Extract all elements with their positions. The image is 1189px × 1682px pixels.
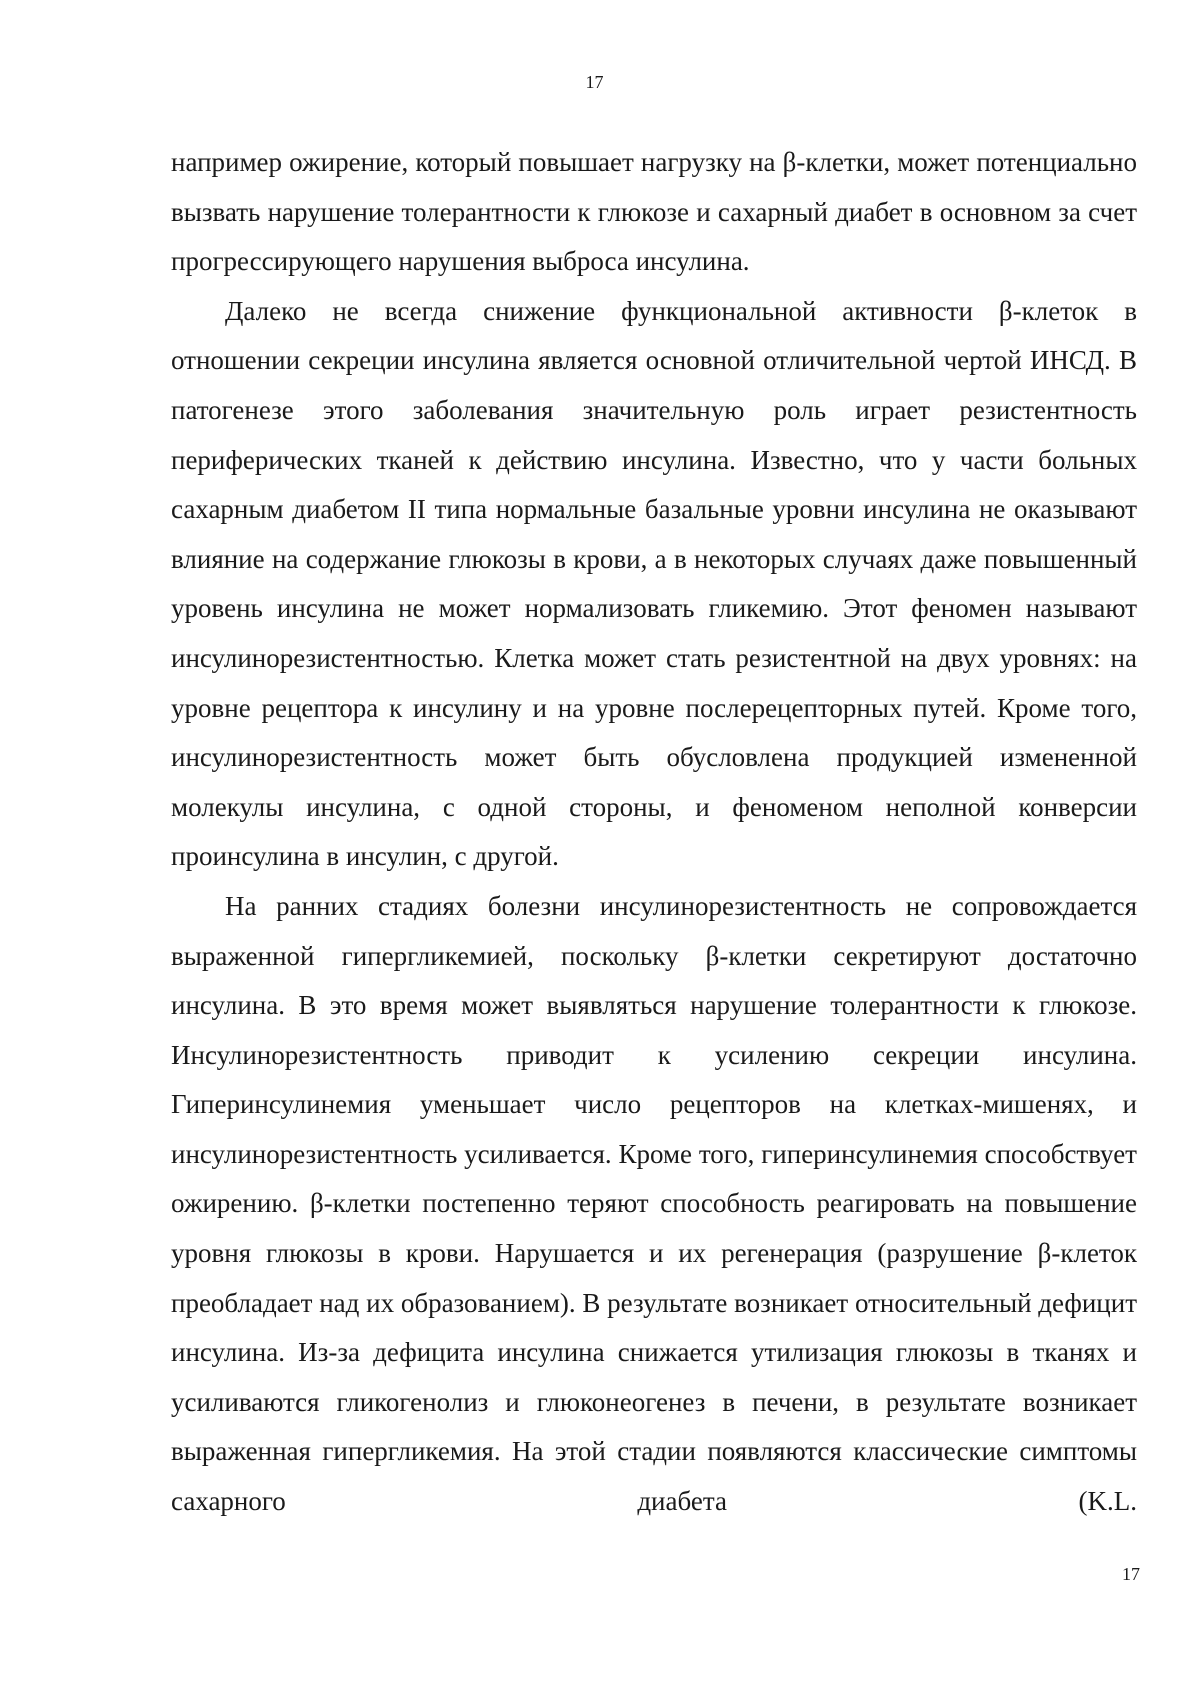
- page-number-header: 17: [585, 72, 604, 92]
- paragraph-continuation: например ожирение, который повышает нагрузку на β-клетки, может потенциально вызвать нарушение толерантности к глюкозе и сахарный диабет в основном за счет прогрессирующего нарушения выброса инсулина.: [171, 147, 1137, 277]
- paragraph-early-stages: На ранних стадиях болезни инсулинорезистентность не сопровождается выраженной гипергликемией, поскольку β-клетки секретируют достаточно инсулина. В это время может выявляться нарушение толерантности к глюкозе. Инсулинорезистентность приводит к усилению секреции инсулина. Гиперинсулинемия уменьшает число рецепторов на клетках-мишенях, и инсулинорезистентность усиливается. Кроме того, гиперинсулинемия способствует ожирению. β-клетки постепенно теряют способность реагировать на повышение уровня глюкозы в крови. Нарушается и их регенерация (разрушение β-клеток преобладает над их образованием). В результате возникает относительный дефицит инсулина. Из-за дефицита инсулина снижается утилизация глюкозы в тканях и усиливаются гликогенолиз и глюконеогенез в печени, в результате возникает выраженная гипергликемия. На этой стадии появляются классические симптомы сахарного диабета (K.L.: [171, 890, 1137, 1517]
- paragraph-beta-cell-function: Далеко не всегда снижение функциональной активности β-клеток в отношении секреции инсулина является основной отличительной чертой ИНСД. В патогенезе этого заболевания значительную роль играет резистентность периферических тканей к действию инсулина. Известно, что у части больных сахарным диабетом II типа нормальные базальные уровни инсулина не оказывают влияние на содержание глюкозы в крови, а в некоторых случаях даже повышенный уровень инсулина не может нормализовать гликемию. Этот феномен называют инсулинорезистентностью. Клетка может стать резистентной на двух уровнях: на уровне рецептора к инсулину и на уровне послерецепторных путей. Кроме того, инсулинорезистентность может быть обусловлена продукцией измененной молекулы инсулина, с одной стороны, и феноменом неполной конверсии проинсулина в инсулин, с другой.: [171, 295, 1137, 872]
- page-number-footer: 17: [1122, 1564, 1140, 1584]
- body-text: [171, 138, 1137, 1527]
